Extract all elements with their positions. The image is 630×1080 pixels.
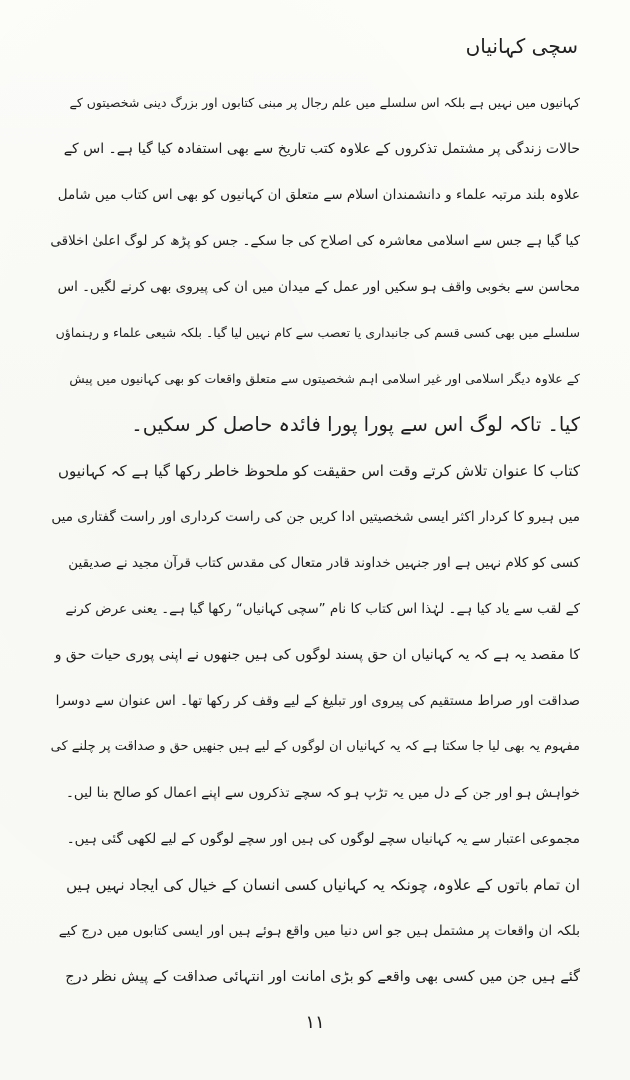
text-line: مفہوم یہ بھی لیا جا سکتا ہے کہ یہ کہانیاں ان لوگوں کے لیے ہیں جنھیں حق و صداقت پر چلنے کی <box>50 739 580 754</box>
text-line: بلکہ ان واقعات پر مشتمل ہیں جو اس دنیا میں واقع ہوئے ہیں اور ایسی کتابوں میں درج کیے <box>58 923 580 939</box>
text-line: کسی کو کلام نہیں ہے اور جنہیں خداوند قادر متعال کی مقدس کتاب قرآن مجید نے صدیقین <box>68 555 580 571</box>
text-line: حالات زندگی پر مشتمل تذکروں کے علاوہ کتب تاریخ سے بھی استفادہ کیا گیا ہے۔ اس کے <box>63 141 580 157</box>
text-line: کتاب کا عنوان تلاش کرتے وقت اس حقیقت کو ملحوظ خاطر رکھا گیا ہے کہ کہانیوں <box>58 462 580 480</box>
text-line: کا مقصد یہ ہے کہ یہ کہانیاں ان حق پسند لوگوں کی ہیں جنھوں نے اپنی پوری حیات حق و <box>54 647 580 663</box>
text-line: ان تمام باتوں کے علاوہ، چونکہ یہ کہانیاں کسی انسان کے خیال کی ایجاد نہیں ہیں <box>66 876 580 894</box>
text-line: خواہش ہو اور جن کے دل میں یہ تڑپ ہو کہ سچے تذکروں سے اپنے اعمال کو صالح بنا لیں۔ <box>65 785 580 801</box>
running-header-title: سچی کہانیاں <box>465 34 578 58</box>
text-line: کے علاوہ دیگر اسلامی اور غیر اسلامی اہم شخصیتوں سے متعلق واقعات کو بھی کہانیوں میں پیش <box>69 371 580 386</box>
text-line: محاسن سے بخوبی واقف ہو سکیں اور عمل کے میدان میں ان کی پیروی بھی کرنے لگیں۔ اس <box>57 279 580 295</box>
text-line: گئے ہیں جن میں کسی بھی واقعے کو بڑی امانت اور انتہائی صداقت کے پیش نظر درج <box>65 969 580 985</box>
text-line: صداقت اور صراط مستقیم کی پیروی اور تبلیغ کے لیے وقف کر رکھا تھا۔ اس عنوان سے دوسرا <box>55 693 580 709</box>
text-line: کہانیوں میں نہیں ہے بلکہ اس سلسلے میں علم رجال پر مبنی کتابوں اور بزرگ دینی شخصیتوں کے <box>69 95 580 110</box>
text-line: کیا گیا ہے جس سے اسلامی معاشرہ کی اصلاح کی جا سکے۔ جس کو پڑھ کر لوگ اعلیٰ اخلاقی <box>50 233 580 249</box>
paragraph <box>50 448 580 862</box>
text-line: میں ہیرو کا کردار اکثر ایسی شخصیتیں ادا کریں جن کی راست کرداری اور راست گفتاری میں <box>51 509 580 525</box>
text-line: علاوہ بلند مرتبہ علماء و دانشمندان اسلام سے متعلق ان کہانیوں کو بھی اس کتاب میں شامل <box>57 187 580 203</box>
paragraph <box>50 80 580 448</box>
text-line: سلسلے میں بھی کسی قسم کی جانبداری یا تعصب سے کام نہیں لیا گیا۔ بلکہ شیعی علماء و رہنماؤں <box>55 325 580 340</box>
page-number: ۱۱ <box>305 1012 325 1033</box>
text-line: کیا۔ تاکہ لوگ اس سے پورا پورا فائدہ حاصل کر سکیں۔ <box>131 413 580 436</box>
text-line: کے لقب سے یاد کیا ہے۔ لہٰذا اس کتاب کا نام ”سچی کہانیاں“ رکھا گیا ہے۔ یعنی عرض کرنے <box>65 601 580 617</box>
text-line: مجموعی اعتبار سے یہ کہانیاں سچے لوگوں کی ہیں اور سچے لوگوں کے لیے لکھی گئی ہیں۔ <box>66 831 580 847</box>
paragraph <box>50 862 580 1000</box>
body-text <box>50 80 580 1000</box>
